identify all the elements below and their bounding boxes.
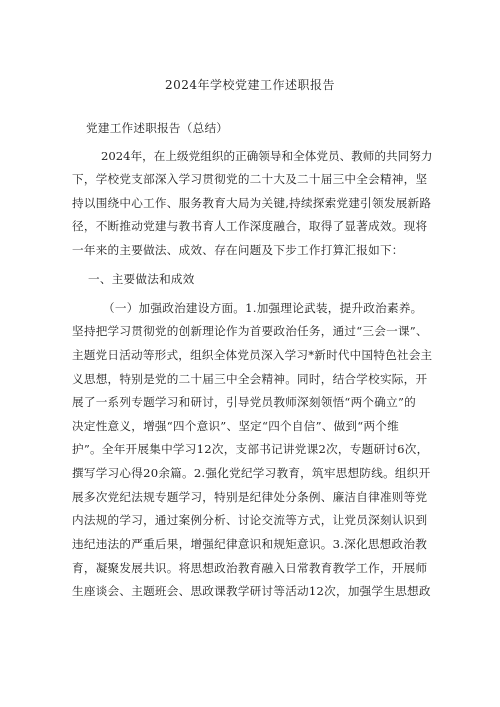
document-title: 2024年学校党建工作述职报告 (164, 78, 336, 92)
body-line: 持以围绕中心工作、服务教育大局为关键,持续探索党建引领发展新路 (72, 196, 432, 210)
body-line: 主题党日活动等形式，组织全体党员深入学习*新时代中国特色社会主 (72, 348, 433, 362)
subtitle-line: 党建工作述职报告（总结） (86, 121, 229, 135)
body-line: 展了一系列专题学习和研讨，引导党员教师深刻领悟“两个确立”的 (72, 395, 416, 409)
body-line: 决定性意义，增强“四个意识”、坚定“四个自信”、做到“两个维 (72, 419, 399, 433)
body-line: 撰写学习心得20余篇。2.强化党纪学习教育，筑牢思想防线。组织开 (72, 466, 431, 480)
body-line: 径，不断推动党建与教书育人工作深度融合，取得了显著成效。现将 (72, 219, 428, 233)
body-line: 生座谈会、主题班会、思政课教学研讨等活动12次，加强学生思想政 (72, 584, 431, 598)
body-line: 违纪违法的严重后果，增强纪律意识和规矩意识。3.深化思想政治教 (72, 537, 428, 551)
body-line: 展多次党纪法规专题学习，特别是纪律处分条例、廉洁自律准则等党 (72, 490, 428, 504)
section-heading: 一、主要做法和成效 (88, 272, 195, 286)
body-line: 2024年，在上级党组织的正确领导和全体党员、教师的共同努力 (101, 149, 433, 163)
body-line: 一年来的主要做法、成效、存在问题及下步工作打算汇报如下： (72, 243, 404, 257)
body-line: 义思想，特别是党的二十届三中全会精神。同时，结合学校实际，开 (72, 372, 428, 386)
body-line: 育，凝聚发展共识。将思想政治教育融入日常教育教学工作，开展师 (72, 561, 428, 575)
body-line: 护”。全年开展集中学习12次，支部书记讲党课2次，专题研讨6次， (72, 442, 429, 456)
body-line: 下，学校党支部深入学习贯彻党的二十大及二十届三中全会精神，坚 (72, 172, 428, 186)
body-line: （一）加强政治建设方面。1.加强理论武装，提升政治素养。 (103, 301, 423, 315)
body-line: 内法规的学习，通过案例分析、讨论交流等方式，让党员深刻认识到 (72, 513, 428, 527)
body-line: 坚持把学习贯彻党的创新理论作为首要政治任务，通过“三会一课”、 (72, 324, 428, 338)
